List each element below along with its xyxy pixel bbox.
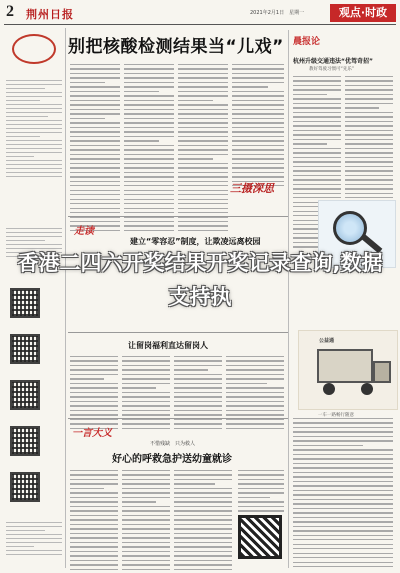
newspaper-logo: 荆州日报	[26, 8, 74, 21]
section-tag: 走读	[74, 226, 94, 237]
info-text	[6, 522, 62, 558]
section-headline: 让留岗福利直达留岗人	[128, 341, 208, 350]
overlay-text: 香港二四六开奖结果开奖记录查询,数据支持执	[17, 251, 383, 309]
column-title: 杭州升级交通违法“优驾奇招”	[293, 58, 373, 65]
article-text	[122, 470, 170, 573]
cartoon-caption: 一车一路畅行随意	[318, 413, 354, 418]
truck-cartoon	[298, 330, 398, 410]
qr-code-icon	[10, 472, 40, 502]
article-text	[293, 418, 393, 570]
section-headline: 建立“零容忍”制度，让欺凌远离校园	[130, 237, 261, 246]
section-tag: 一言大义	[72, 428, 112, 439]
column-tag: 晨报论	[293, 37, 321, 47]
qr-code-icon	[238, 515, 282, 559]
article-text	[124, 64, 174, 234]
qr-code-icon	[10, 380, 40, 410]
overlay-banner[interactable]	[10, 246, 390, 322]
main-headline: 别把核酸检测结果当“儿戏”	[68, 37, 284, 57]
qr-code-icon	[10, 334, 40, 364]
article-text	[70, 64, 120, 234]
column-subtitle: 教好驾驶习惯可“先乐”	[309, 67, 355, 72]
article-text	[178, 64, 228, 234]
section-kicker: 不惜残缺 只为救人	[150, 441, 196, 447]
calligraphy-title: 三摄深思	[230, 182, 274, 195]
cartoon-label: 公益通	[319, 338, 335, 344]
masthead	[0, 0, 400, 26]
qr-code-icon	[10, 426, 40, 456]
header-rule	[4, 24, 396, 25]
article-text	[70, 356, 118, 432]
section-banner: 观点·时政	[330, 4, 396, 22]
page-number: 2	[6, 3, 14, 20]
truck-icon	[317, 349, 373, 383]
article-text	[232, 64, 284, 190]
article-text	[174, 470, 232, 573]
article-text	[226, 356, 284, 432]
article-text	[238, 470, 284, 515]
article-text	[122, 356, 170, 432]
section-headline: 好心的呼救急护送幼童就诊	[112, 454, 232, 465]
article-text	[174, 356, 222, 432]
emblem-icon	[12, 34, 56, 64]
info-text	[6, 80, 62, 180]
article-text	[70, 470, 118, 573]
date-line: 2021年2月1日 星期一	[250, 10, 305, 16]
